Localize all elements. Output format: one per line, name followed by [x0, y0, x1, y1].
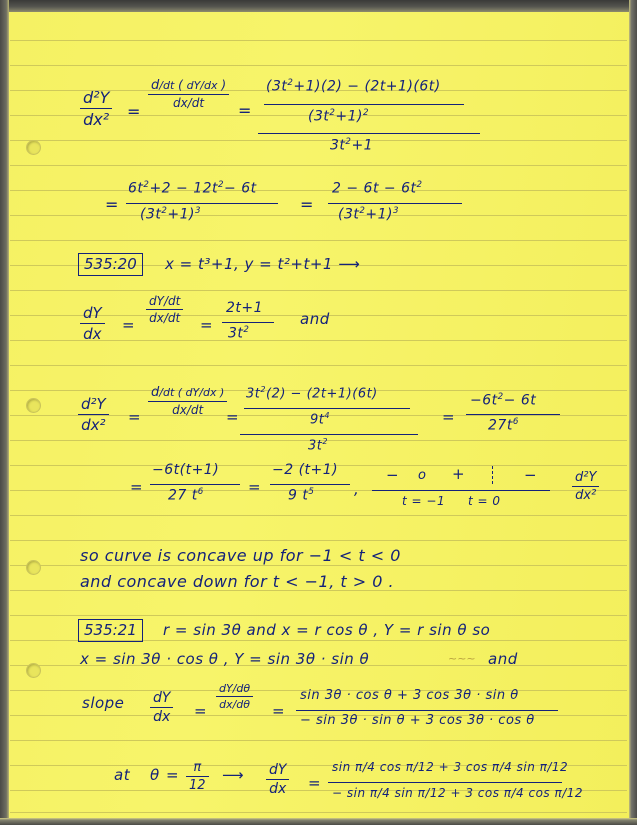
- punch-hole: [26, 398, 41, 413]
- punch-hole: [26, 140, 41, 155]
- equals-sign: =: [128, 408, 142, 426]
- sign-tick-t-zero: t = 0: [468, 494, 501, 508]
- expr-simplified2-num: −2 (t+1): [272, 462, 339, 478]
- equals-sign: =: [130, 478, 144, 496]
- expr-dy-dx-c: dY dx: [150, 690, 173, 725]
- conclusion-line-1: so curve is concave up for −1 < t < 0: [80, 546, 401, 565]
- equals-sign: =: [248, 478, 262, 496]
- problem-535-21-given: r = sin 3θ and x = r cos θ , Y = r sin θ so: [163, 621, 491, 639]
- expr-dy-dx: dY dx: [80, 304, 105, 343]
- expr-numerator-quotient: $(3t^2+1)(2) - (2t+1)(6t)$: [266, 78, 441, 95]
- equals-sign: =: [308, 774, 322, 792]
- page-left-edge: [0, 0, 9, 825]
- expr-result-den: $27t^6$: [488, 417, 519, 434]
- stray-mark: ~~~: [448, 652, 476, 665]
- expr-3t-squared: $3t^2$: [228, 325, 250, 342]
- equals-sign: =: [105, 195, 119, 214]
- equals-sign: =: [238, 101, 252, 120]
- expr-simplified2-den: 9 $t^5$: [288, 487, 315, 504]
- equals-sign: =: [300, 195, 314, 214]
- expr-at-pi-num: sin π/4 cos π/12 + 3 cos π/4 sin π/12: [332, 760, 569, 774]
- page-right-edge: [629, 0, 637, 825]
- problem-535-20-given: x = t³+1, y = t²+t+1 ⟶: [165, 255, 361, 273]
- expr-slope-num: sin 3θ · cos θ + 3 cos 3θ · sin θ: [300, 688, 519, 703]
- expr-nested-num: $3t^2(2) - (2t+1)(6t)$: [246, 385, 378, 402]
- expr-dydtheta-over-dxdtheta: dY/dθ dx/dθ: [216, 682, 253, 711]
- expr-final-den: $(3t^2+1)^3$: [338, 206, 400, 223]
- page-top-edge: [0, 0, 637, 12]
- expr-d2y-dx2: d²Y dx²: [80, 88, 112, 129]
- expr-dydt-over-dxdt: dY/dt dx/dt: [146, 294, 183, 325]
- sign-tick-t-minus-1: t = −1: [402, 494, 446, 508]
- problem-label-535-21: 535:21: [78, 619, 143, 642]
- sign-zero: o: [418, 468, 427, 483]
- expr-ddt-dydx-over-dxdt: d/dt ( dY/dx ) dx/dt: [148, 78, 229, 110]
- expr-result-num: $-6t^2- 6t$: [470, 392, 537, 409]
- sign-minus-right: −: [524, 466, 538, 484]
- equals-sign: =: [122, 316, 136, 334]
- word-at: at: [114, 766, 131, 784]
- equals-sign: =: [166, 766, 180, 784]
- expr-outer-denominator: $3t^2+1$: [330, 137, 374, 154]
- sign-minus-left: −: [386, 466, 400, 484]
- expr-simplified-den: $(3t^2+1)^3$: [140, 206, 202, 223]
- word-slope: slope: [82, 694, 125, 712]
- comma: ,: [354, 480, 360, 498]
- expr-slope-den: − sin 3θ · sin θ + 3 cos 3θ · cos θ: [300, 713, 535, 728]
- sign-plus: +: [452, 465, 466, 483]
- word-and-2: and: [488, 650, 518, 668]
- equals-sign: =: [194, 702, 208, 720]
- expr-factored-den: 27 $t^6$: [168, 487, 204, 504]
- expr-at-pi-den: − sin π/4 sin π/12 + 3 cos π/4 cos π/12: [332, 786, 584, 800]
- equals-sign: =: [127, 102, 141, 121]
- equals-sign: =: [226, 408, 240, 426]
- equals-sign: =: [272, 702, 286, 720]
- punch-hole: [26, 663, 41, 678]
- arrow-icon: ⟶: [222, 766, 245, 784]
- expr-dy-dx-d: dY dx: [266, 762, 289, 797]
- expr-d2y-dx2-b: d²Y dx²: [78, 395, 109, 434]
- expr-simplified-num: $6t^2+2 - 12t^2- 6t$: [128, 180, 257, 197]
- expr-x-y-param: x = sin 3θ · cos θ , Y = sin 3θ · sin θ: [80, 650, 370, 668]
- expr-inner-denominator: $(3t^2+1)^2$: [308, 108, 370, 125]
- word-and: and: [300, 310, 330, 328]
- problem-label-535-20: 535:20: [78, 253, 143, 276]
- sign-chart-label: d²Y dx²: [572, 470, 599, 503]
- page-bottom-edge: [0, 818, 637, 825]
- expr-final-num: $2 - 6t - 6t^2$: [332, 180, 423, 197]
- equals-sign: =: [200, 316, 214, 334]
- equals-sign: =: [442, 408, 456, 426]
- expr-factored-num: −6t(t+1): [152, 462, 220, 478]
- expr-pi-over-12: π 12: [186, 760, 209, 793]
- expr-2t-plus-1: 2t+1: [226, 300, 264, 316]
- theta-symbol: θ: [150, 766, 160, 784]
- expr-ddt-dydx-over-dxdt-b: d/dt ( dY/dx ) dx/dt: [148, 385, 227, 417]
- expr-nested-outer-den: $3t^2$: [308, 437, 328, 454]
- expr-nested-inner-den: $9t^4$: [310, 411, 330, 428]
- punch-hole: [26, 560, 41, 575]
- conclusion-line-2: and concave down for t < −1, t > 0 .: [80, 572, 395, 591]
